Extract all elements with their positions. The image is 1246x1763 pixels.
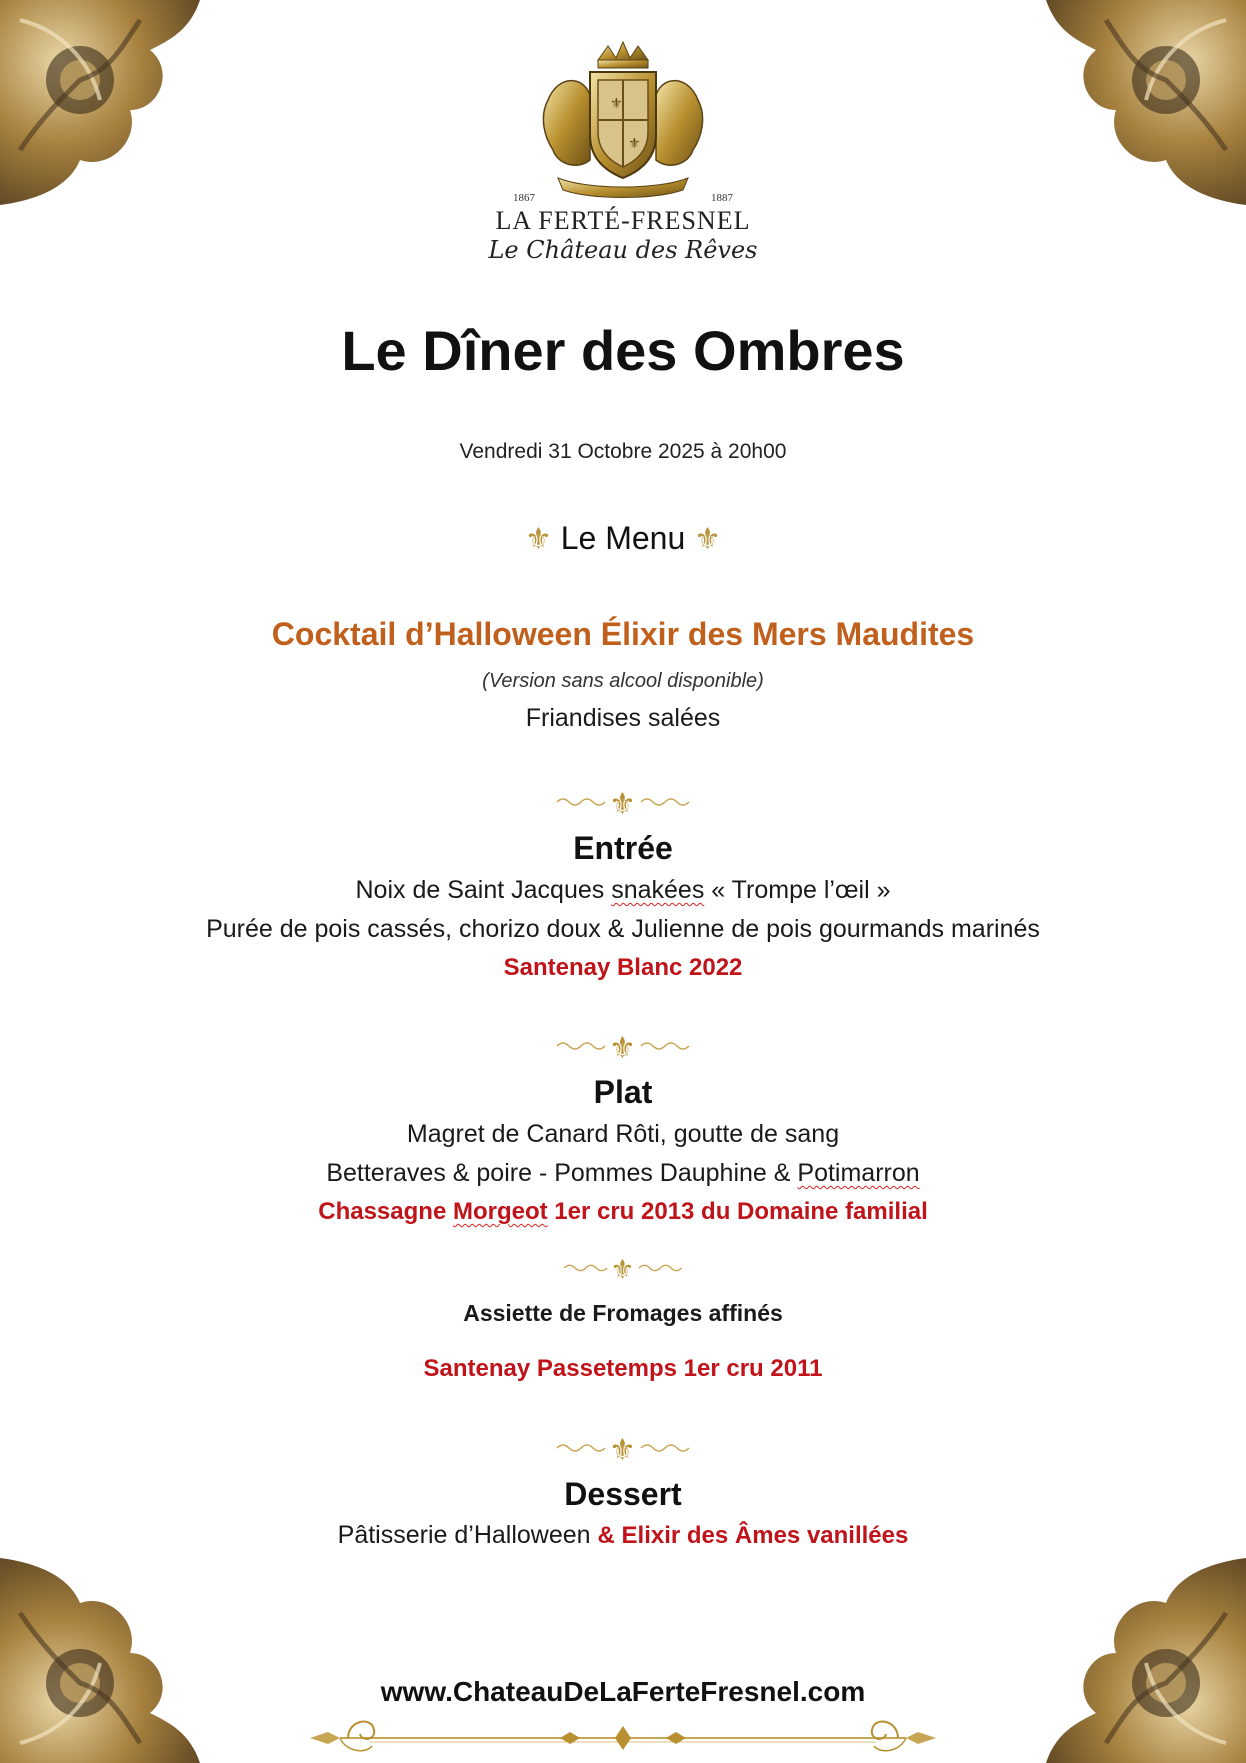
baroque-ornament-icon: [1036, 1553, 1246, 1763]
dessert-line: [0, 1521, 1246, 1550]
plat-wine-b: Morgeot: [452, 1198, 548, 1225]
svg-text:⚜: ⚜: [610, 96, 623, 112]
corner-ornament-bottom-left: [0, 1553, 210, 1763]
plat-line-2: [0, 1159, 1246, 1188]
event-date: Vendredi 31 Octobre 2025 à 20h00: [459, 440, 787, 463]
page-title: Le Dîner des Ombres: [341, 319, 905, 382]
fleur-divider-icon: [553, 1430, 693, 1466]
entree-line-2: Purée de pois cassés, chorizo doux & Julienne de pois gourmands marinés: [206, 915, 1040, 943]
corner-ornament-bottom-right: [1036, 1553, 1246, 1763]
snacks-line: Friandises salées: [525, 704, 721, 732]
logo-year-left: 1867: [513, 192, 535, 204]
entree-wine: Santenay Blanc 2022: [503, 954, 743, 981]
cocktail-note: (Version sans alcool disponible): [482, 670, 764, 692]
svg-text:⚜: ⚜: [609, 1031, 636, 1064]
plat-wine-c: 1er cru 2013 du Domaine familial: [547, 1198, 928, 1225]
dessert-heading: Dessert: [564, 1476, 682, 1512]
menu-heading: [0, 520, 1246, 557]
chateau-logo: [0, 40, 1246, 264]
cocktail-title: Cocktail d’Halloween Élixir des Mers Maudites: [271, 616, 975, 652]
entree-line-1-a: Noix de Saint Jacques: [355, 876, 612, 904]
website-link[interactable]: www.ChateauDeLaFerteFresnel.com: [380, 1676, 866, 1707]
menu-heading-label: Le Menu: [560, 520, 686, 556]
entree-heading: Entrée: [573, 830, 673, 866]
scroll-ornament-icon: [310, 1702, 936, 1756]
entree-line-1-c: « Trompe l’œil »: [704, 876, 891, 904]
dessert-line-b: & Elixir des Âmes vanillées: [597, 1522, 909, 1549]
svg-text:⚜: ⚜: [628, 136, 641, 152]
plat-heading: Plat: [593, 1074, 653, 1110]
logo-tagline: Le Château des Rêves: [488, 236, 758, 264]
coat-of-arms-icon: [528, 40, 718, 200]
fleur-divider-icon: [559, 1252, 687, 1284]
baroque-ornament-icon: [0, 1553, 210, 1763]
section-divider: [553, 784, 693, 820]
plat-wine: [0, 1198, 1246, 1226]
section-divider: [559, 1252, 687, 1284]
footer-ornament: [310, 1702, 936, 1756]
svg-text:⚜: ⚜: [609, 1433, 636, 1466]
entree-line-1-b: snakées: [611, 876, 705, 904]
plat-line-2-b: Potimarron: [797, 1159, 920, 1187]
svg-text:⚜: ⚜: [609, 787, 636, 820]
entree-line-1: [0, 876, 1246, 905]
fleur-divider-icon: [553, 1028, 693, 1064]
logo-name: LA FERTÉ-FRESNEL: [495, 206, 751, 235]
plat-line-2-a: Betteraves & poire - Pommes Dauphine &: [326, 1159, 798, 1187]
dessert-line-a: Pâtisserie d’Halloween: [337, 1521, 598, 1549]
logo-year-right: 1887: [711, 192, 733, 204]
fleur-divider-icon: [553, 784, 693, 820]
fleur-de-lis-icon: ⚜: [524, 523, 552, 556]
plat-wine-a: Chassagne: [318, 1198, 453, 1225]
fromages-wine: Santenay Passetemps 1er cru 2011: [423, 1355, 823, 1382]
section-divider: [553, 1028, 693, 1064]
plat-line-1: Magret de Canard Rôti, goutte de sang: [406, 1120, 840, 1148]
svg-text:⚜: ⚜: [610, 1254, 635, 1284]
fromages-heading: Assiette de Fromages affinés: [463, 1300, 783, 1326]
section-divider: [553, 1430, 693, 1466]
fleur-de-lis-icon: ⚜: [694, 523, 722, 556]
